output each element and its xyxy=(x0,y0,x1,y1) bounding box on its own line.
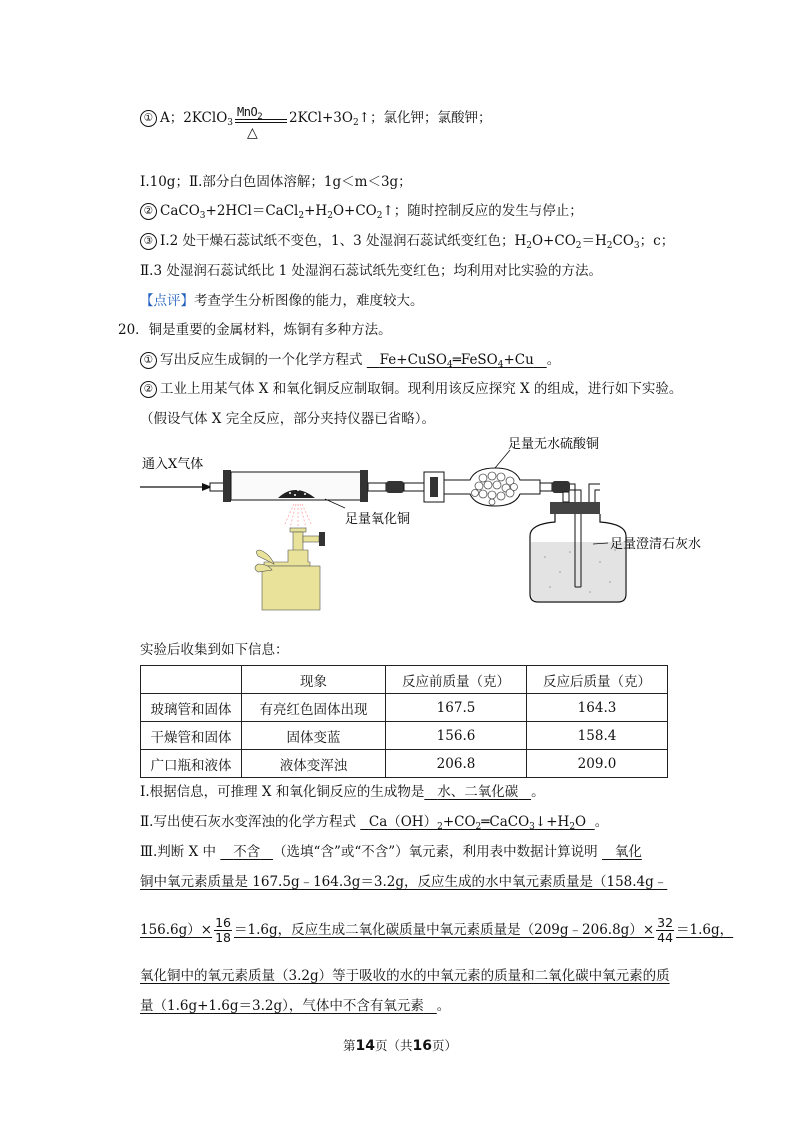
numerator: 16 xyxy=(215,915,232,930)
text: Ⅱ.写出使石灰水变浑浊的化学方程式 xyxy=(140,814,356,830)
text: ＝1.6g，反应生成二氧化碳质量中氧元素质量是（209g﹣206.8g）× xyxy=(234,922,655,938)
cuo-label: 足量氧化铜 xyxy=(345,512,411,527)
question-20-note: （假设气体 X 完全反应，部分夹持仪器已省略）。 xyxy=(140,411,435,427)
table-cell: 209.0 xyxy=(527,750,668,778)
answer-III xyxy=(140,842,642,862)
sub: 4 xyxy=(497,360,504,370)
sub: 2 xyxy=(376,211,383,221)
answer-blank xyxy=(367,352,547,368)
burner-knob xyxy=(303,536,319,542)
table-cell: 液体变浑浊 xyxy=(242,750,386,778)
answer-III-line3 xyxy=(140,916,733,945)
table-header: 现象 xyxy=(242,666,386,694)
table-row xyxy=(141,750,668,778)
text: CaCO xyxy=(160,203,200,219)
text: ＝H xyxy=(581,233,607,249)
results-table xyxy=(140,665,668,778)
total-pages: 16 xyxy=(412,1038,432,1054)
text: ═CaCO xyxy=(481,814,530,830)
table-header: 反应后质量（克） xyxy=(527,666,668,694)
equals-bar xyxy=(235,119,287,123)
connector-1 xyxy=(404,483,424,491)
page-footer xyxy=(0,1036,800,1054)
text: O xyxy=(575,814,587,830)
text: +CO xyxy=(442,814,476,830)
limewater-label: 足量澄清石灰水 xyxy=(610,537,702,552)
outlet-stub xyxy=(368,483,386,491)
table-header-row xyxy=(141,666,668,694)
table-header: 反应前质量（克） xyxy=(386,666,527,694)
sub: 2 xyxy=(606,241,613,251)
table-cell: 有亮红色固体出现 xyxy=(242,694,386,722)
fraction-32-44 xyxy=(656,916,674,945)
apparatus-diagram xyxy=(130,432,730,622)
answer-line-4 xyxy=(140,231,674,251)
bottle-neck xyxy=(563,492,569,502)
sub: 2 xyxy=(475,822,482,832)
connector-2 xyxy=(540,483,552,491)
sub: 3 xyxy=(633,241,640,251)
answer-line-1 xyxy=(140,105,492,141)
table-cell: 156.6 xyxy=(386,722,527,750)
sub: 2 xyxy=(569,822,576,832)
text: 量（1.6g+1.6g＝3.2g），气体中不含有氧元素 xyxy=(140,998,424,1014)
text: O+CO xyxy=(332,203,377,219)
text: 。 xyxy=(594,814,609,830)
question-20-part2 xyxy=(140,379,682,399)
comment-text: 考查学生分析图像的能力，难度较大。 xyxy=(194,293,424,309)
table-intro: 实验后收集到如下信息： xyxy=(140,642,289,658)
text: CO xyxy=(612,233,634,249)
circled-num: ② xyxy=(140,203,157,220)
answer-II xyxy=(140,812,608,832)
rubber-joint-2 xyxy=(552,481,570,493)
text: 。 xyxy=(546,352,561,368)
denominator: 18 xyxy=(215,930,232,945)
table-header xyxy=(141,666,242,694)
sub: 2 xyxy=(298,211,305,221)
table-row xyxy=(141,694,668,722)
sub: 2 xyxy=(526,241,532,251)
text: ↑；氯化钾；氯酸钾； xyxy=(358,110,492,126)
heat-symbol: △ xyxy=(247,125,258,141)
answer-blank xyxy=(424,784,531,800)
numerator: 32 xyxy=(657,915,674,930)
circled-num: ① xyxy=(140,352,157,369)
sub: 2 xyxy=(327,211,333,221)
burner-box xyxy=(262,566,320,610)
text: Ⅰ.2 处干燥石蕊试纸不变色，1、3 处湿润石蕊试纸变红色；H xyxy=(160,233,527,249)
text: Ca（OH） xyxy=(368,814,438,830)
text: 水、二氧化碳 xyxy=(437,784,519,800)
question-20-part1 xyxy=(140,350,560,370)
circled-num: ③ xyxy=(140,233,157,250)
sub: 3 xyxy=(227,118,234,128)
table-cell: 206.8 xyxy=(386,750,527,778)
text: 。 xyxy=(436,998,451,1014)
text: MnO xyxy=(237,105,258,119)
table-cell: 广口瓶和液体 xyxy=(141,750,242,778)
text: 不含 xyxy=(233,844,261,860)
drying-stopper xyxy=(430,477,438,497)
text: Fe+CuSO xyxy=(379,352,447,368)
text: Ⅰ.根据信息，可推理 X 和氧化铜反应的生成物是 xyxy=(140,784,425,800)
burner-valve xyxy=(319,532,325,546)
circled-num: ② xyxy=(140,381,157,398)
gas-inlet-label: 通入X气体 xyxy=(142,457,204,472)
text: 第 xyxy=(342,1038,356,1053)
text: ↑；随时控制反应的发生与停止； xyxy=(382,203,583,219)
table-cell: 164.3 xyxy=(527,694,668,722)
text: 。 xyxy=(531,784,545,800)
text: O+CO xyxy=(531,233,576,249)
answer-I xyxy=(140,782,545,802)
sub: 2 xyxy=(352,118,359,128)
table-cell: 玻璃管和固体 xyxy=(141,694,242,722)
catalyst-condition xyxy=(233,105,289,141)
text: 2KCl+3O xyxy=(289,110,353,126)
text: A；2KClO xyxy=(160,110,228,126)
circled-num: ① xyxy=(140,110,157,127)
answer-blank xyxy=(360,814,594,830)
text: +2HCl＝CaCl xyxy=(205,203,299,219)
fraction-16-18 xyxy=(214,916,232,945)
text: ；c； xyxy=(639,233,675,249)
answer-line-3 xyxy=(140,201,583,221)
text: 156.6g）× xyxy=(140,922,213,938)
burner-head xyxy=(290,528,306,532)
blank-tail xyxy=(424,998,437,1014)
denominator: 44 xyxy=(657,930,674,945)
comment-line xyxy=(140,291,424,311)
text: ＝1.6g， xyxy=(676,922,734,938)
text: 工业上用某气体 X 和氧化铜反应制取铜。现利用该反应探究 X 的组成，进行如下实验。 xyxy=(160,381,683,397)
cuso4-label: 足量无水硫酸铜 xyxy=(508,437,600,452)
sub: 4 xyxy=(446,360,453,370)
bottle-stopper xyxy=(550,502,600,514)
sub: 3 xyxy=(529,822,535,832)
answer-line-5: Ⅱ.3 处湿润石蕊试纸比 1 处湿润石蕊试纸先变红色；均利用对比实验的方法。 xyxy=(140,263,603,279)
answer-blank xyxy=(220,844,273,860)
stopper-right xyxy=(360,470,368,502)
text: 页（共 xyxy=(374,1038,413,1053)
text: ═FeSO xyxy=(452,352,498,368)
text: +Cu xyxy=(503,352,534,368)
rubber-joint-1 xyxy=(386,481,404,493)
table-cell: 167.5 xyxy=(386,694,527,722)
answer-line-2: Ⅰ.10g；Ⅱ.部分白色固体溶解；1g＜m＜3g； xyxy=(140,174,412,190)
outlet-tube-2 xyxy=(595,490,600,502)
sub: 2 xyxy=(257,112,263,122)
question-20-title: 20．铜是重要的金属材料，炼铜有多种方法。 xyxy=(118,322,392,338)
text: ↓+H xyxy=(534,814,570,830)
text: 页） xyxy=(431,1038,457,1053)
cuso4-pointer xyxy=(495,450,510,468)
table-cell: 158.4 xyxy=(527,722,668,750)
answer-III-line2: 铜中氧元素质量是 167.5g﹣164.3g＝3.2g，反应生成的水中氧元素质量是（158.4g﹣ xyxy=(140,874,668,890)
text: 写出反应生成铜的一个化学方程式 xyxy=(160,352,363,368)
table-cell: 固体变蓝 xyxy=(242,722,386,750)
answer-III-line5 xyxy=(140,996,450,1016)
sub: 2 xyxy=(437,822,443,832)
comment-tag: 【点评】 xyxy=(140,293,194,309)
table-cell: 干燥管和固体 xyxy=(141,722,242,750)
sub: 3 xyxy=(199,211,206,221)
stopper-left xyxy=(223,470,231,502)
answer-III-line4: 氧化铜中的氧元素质量（3.2g）等于吸收的水的中氧元素的质量和二氧化碳中氧元素的质 xyxy=(140,968,670,984)
sub: 2 xyxy=(575,241,582,251)
text: Ⅲ.判断 X 中 xyxy=(140,844,217,860)
flame-rays xyxy=(284,504,312,528)
text: +H xyxy=(304,203,328,219)
table-row xyxy=(141,722,668,750)
text: （选填“含”或“不含”）氧元素，利用表中数据计算说明 xyxy=(273,844,598,860)
text: 氧化 xyxy=(614,844,642,860)
answer-blank xyxy=(602,844,642,860)
page-number: 14 xyxy=(355,1038,375,1054)
